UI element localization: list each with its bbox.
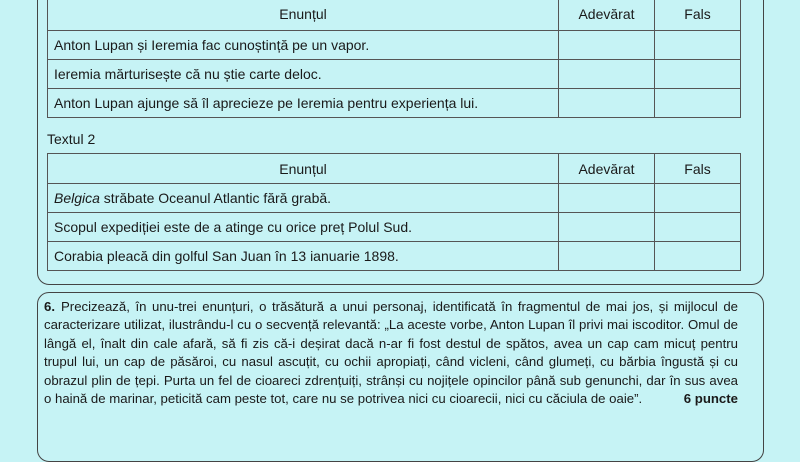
table-row bbox=[48, 31, 741, 60]
header-true: Adevărat bbox=[559, 154, 655, 184]
ship-name: Belgica bbox=[54, 190, 100, 206]
table-header-row bbox=[48, 0, 741, 31]
statement-cell: Corabia pleacă din golful San Juan în 13 ianuarie 1898. bbox=[48, 242, 559, 271]
question-text: Precizează, în unu-trei enunțuri, o trăsătură a unui personaj, identificată în fragmentul de mai jos, și mijlocul de caracterizare utilizat, ilustrându-l cu o secvență relevantă: „La aceste vorbe, Anton Lupan îl privi mai iscoditor. Omul de lângă el, înalt din cale afară, să fi zis că-i deșirat dacă n-ar fi fost destul de spătos, avea un cap cam micuț pentru trupul lui, un cap de păsăroi, cu nasul ascuțit, cu ochii apropiați, când vicleni, când glumeți, cu bărbia îngustă și cu obrazul plin de țepi. Purta un fel de cioareci zdrențuiți, strânși cu nojițele opincilor până sub genunchi, dar în sus avea o haină de marinar, peticită cam peste tot, care nu se potrivea nici cu cioarecii, nici cu căciula de oaie”. bbox=[44, 299, 738, 407]
header-false: Fals bbox=[655, 154, 741, 184]
table-row bbox=[48, 242, 741, 271]
statements-table-text2 bbox=[47, 153, 741, 271]
statement-text: străbate Oceanul Atlantic fără grabă. bbox=[99, 190, 332, 206]
statement-cell: Anton Lupan și Ieremia fac cunoștință pe un vapor. bbox=[48, 31, 559, 60]
statement-cell: Ieremia mărturisește că nu știe carte deloc. bbox=[48, 60, 559, 89]
question-number: 6. bbox=[44, 299, 55, 314]
statement-cell: Anton Lupan ajunge să îl aprecieze pe Ieremia pentru experiența lui. bbox=[48, 89, 559, 118]
table-header-row bbox=[48, 154, 741, 184]
false-answer-cell[interactable] bbox=[655, 31, 741, 60]
header-statement: Enunțul bbox=[48, 154, 559, 184]
header-true: Adevărat bbox=[559, 0, 655, 31]
false-answer-cell[interactable] bbox=[655, 60, 741, 89]
false-answer-cell[interactable] bbox=[655, 89, 741, 118]
question6 bbox=[44, 298, 738, 408]
true-answer-cell[interactable] bbox=[559, 242, 655, 271]
true-answer-cell[interactable] bbox=[559, 60, 655, 89]
table-row bbox=[48, 60, 741, 89]
statements-table-text1 bbox=[47, 0, 741, 118]
true-answer-cell[interactable] bbox=[559, 184, 655, 213]
table-row bbox=[48, 89, 741, 118]
table-row bbox=[48, 184, 741, 213]
text2-label: Textul 2 bbox=[47, 131, 96, 147]
statement-cell bbox=[48, 184, 559, 213]
true-answer-cell[interactable] bbox=[559, 89, 655, 118]
true-answer-cell[interactable] bbox=[559, 213, 655, 242]
points-label: 6 puncte bbox=[683, 391, 738, 407]
header-statement: Enunțul bbox=[48, 0, 559, 31]
false-answer-cell[interactable] bbox=[655, 213, 741, 242]
statement-cell: Scopul expediției este de a atinge cu orice preț Polul Sud. bbox=[48, 213, 559, 242]
false-answer-cell[interactable] bbox=[655, 184, 741, 213]
header-false: Fals bbox=[655, 0, 741, 31]
false-answer-cell[interactable] bbox=[655, 242, 741, 271]
true-answer-cell[interactable] bbox=[559, 31, 655, 60]
table-row bbox=[48, 213, 741, 242]
